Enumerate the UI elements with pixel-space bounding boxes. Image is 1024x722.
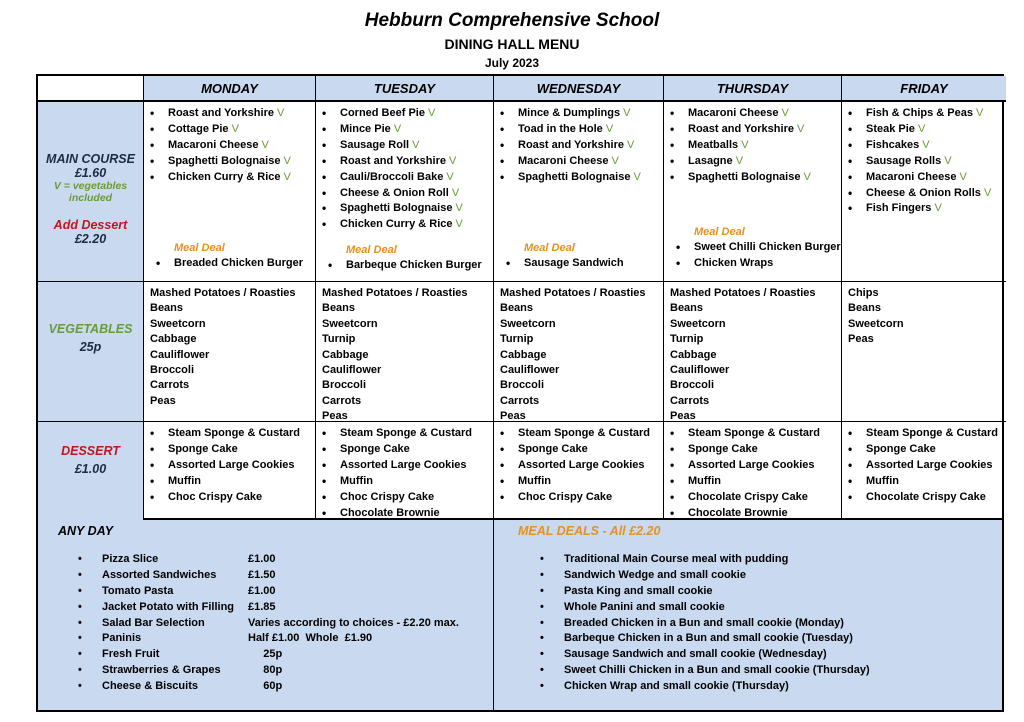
main-friday [842, 102, 1006, 282]
dessert-list [664, 422, 841, 521]
main-wednesday [494, 102, 664, 282]
veg-wednesday [494, 282, 664, 422]
veg-marker: V [428, 107, 436, 119]
dessert-item: • Steam Sponge & Custard [670, 426, 841, 442]
dish-name: Roast and Yorkshire [168, 107, 274, 119]
dessert-label: DESSERT [61, 444, 120, 458]
meal-deal-item: • Chicken Wraps [676, 256, 841, 272]
any-day-item [78, 663, 459, 679]
day-header-thursday: THURSDAY [664, 76, 842, 102]
dessert-tuesday [316, 422, 494, 522]
veg-marker: V [741, 138, 749, 151]
category-dessert [38, 422, 144, 522]
dish-name: Macaroni Cheese [866, 170, 957, 183]
dessert-friday [842, 422, 1006, 522]
veg-marker: V [283, 170, 291, 183]
dish-name: Cottage Pie [168, 122, 229, 135]
dessert-price: £1.00 [74, 462, 107, 476]
vegetable-item: Mashed Potatoes / Roasties [150, 287, 296, 299]
main-course-list [494, 102, 663, 186]
vegetable-item: Cauliflower [670, 364, 730, 377]
main-course-item [670, 106, 841, 122]
dessert-item: • Muffin [848, 474, 1006, 490]
vegetable-item: Sweetcorn [848, 317, 904, 330]
veg-marker: V [449, 154, 457, 167]
veg-tuesday [316, 282, 494, 422]
dessert-list [316, 422, 493, 521]
dessert-item: • Assorted Large Cookies [150, 458, 315, 474]
veg-marker: V [393, 122, 402, 135]
day-header-wednesday: WEDNESDAY [494, 76, 664, 102]
vegetable-item: Peas [670, 410, 696, 422]
dessert-list [144, 422, 315, 506]
main-course-item [322, 106, 493, 122]
any-day-item-name: Pizza Slice [102, 553, 159, 565]
veg-marker: V [797, 122, 805, 135]
dessert-monday [144, 422, 316, 522]
meal-deal-item: • Barbeque Chicken Burger [328, 258, 482, 274]
main-course-item [322, 138, 493, 154]
add-dessert-price: £2.20 [74, 232, 107, 246]
dessert-item: • Choc Crispy Cake [322, 490, 493, 506]
any-day-item-price: £1.00 [248, 584, 276, 597]
meal-deal-label: Meal Deal [174, 242, 225, 254]
dessert-item: • Sponge Cake [322, 442, 493, 458]
dish-name: Sausage Rolls [866, 154, 942, 167]
dish-name: Fish Fingers [866, 202, 932, 215]
dessert-item: • Muffin [500, 474, 663, 490]
vegetable-item: Broccoli [150, 364, 195, 377]
vegetable-item: Broccoli [322, 379, 367, 392]
dish-name: Corned Beef Pie [340, 107, 425, 119]
vegetable-item: Beans [670, 302, 704, 315]
vegetable-item: Beans [848, 302, 882, 315]
vegetable-item: Mashed Potatoes / Roasties [500, 287, 646, 299]
dish-name: Roast and Yorkshire [688, 122, 794, 135]
veg-marker: V [455, 218, 463, 231]
dessert-item: • Chocolate Brownie [670, 506, 841, 522]
vegetable-item: Sweetcorn [150, 317, 206, 330]
dessert-item: • Chocolate Crispy Cake [670, 490, 841, 506]
dish-name: Mince Pie [340, 122, 391, 135]
vegetables-price: 25p [79, 340, 102, 354]
vegetable-item: Cabbage [670, 348, 717, 361]
veg-marker: V [283, 154, 291, 167]
main-course-item [848, 106, 1006, 122]
category-main-course [38, 102, 144, 282]
main-course-item [500, 154, 663, 170]
vegetable-item: Cauliflower [322, 364, 382, 377]
vegetable-item: Carrots [670, 394, 710, 407]
vegetable-item: Turnip [670, 333, 704, 346]
veg-marker: V [976, 107, 984, 119]
any-day-item-name: Salad Bar Selection [102, 616, 205, 629]
veg-marker: V [261, 138, 269, 151]
dish-name: Cheese & Onion Rolls [866, 186, 981, 199]
veg-marker: V [412, 138, 420, 151]
main-course-item [670, 154, 841, 170]
main-course-item [150, 170, 315, 186]
vegetable-item: Cabbage [500, 348, 547, 361]
veg-marker: V [455, 202, 463, 215]
dish-name: Cauli/Broccoli Bake [340, 170, 444, 183]
dish-name: Spaghetti Bolognaise [518, 170, 631, 183]
menu-table [36, 74, 1004, 520]
vegetable-item: Broccoli [500, 379, 545, 392]
vegetable-item: Mashed Potatoes / Roasties [670, 287, 816, 299]
veg-marker: V [917, 122, 926, 135]
any-day-item-price: 80p [248, 664, 283, 677]
meal-deal-offer: • Sausage Sandwich and small cookie (Wednesday) [540, 647, 870, 663]
any-day-item [78, 600, 459, 616]
veg-marker: V [934, 202, 942, 215]
dessert-item: • Sponge Cake [150, 442, 315, 458]
main-course-item [500, 122, 663, 138]
veg-marker: V [611, 154, 619, 167]
dessert-item: • Assorted Large Cookies [670, 458, 841, 474]
meal-deal-list [322, 254, 482, 274]
main-course-item [322, 170, 493, 186]
vegetable-item: Beans [500, 302, 534, 315]
vegetable-item: Broccoli [670, 379, 715, 392]
menu-title: DINING HALL MENU [444, 36, 580, 52]
main-course-item [150, 154, 315, 170]
dish-name: Meatballs [688, 138, 739, 151]
dish-name: Lasagne [688, 154, 733, 167]
vegetable-item: Sweetcorn [670, 317, 726, 330]
veg-marker: V [944, 154, 952, 167]
dish-name: Macaroni Cheese [688, 107, 779, 119]
dessert-wednesday [494, 422, 664, 522]
dish-name: Fish & Chips & Peas [866, 107, 973, 119]
any-day-item [78, 616, 459, 632]
main-course-item [500, 138, 663, 154]
meal-deal-label: Meal Deal [346, 244, 397, 256]
veg-marker: V [803, 170, 811, 183]
meal-deal-offer: • Barbeque Chicken in a Bun and small cookie (Tuesday) [540, 631, 870, 647]
vegetable-item: Peas [500, 410, 526, 422]
main-course-item [500, 106, 663, 122]
main-course-price: £1.60 [74, 166, 107, 180]
dessert-item: • Sponge Cake [670, 442, 841, 458]
any-day-item [78, 631, 459, 647]
vegetable-item: Peas [150, 394, 176, 407]
any-day-item-name: Jacket Potato with Filling [102, 600, 235, 613]
dessert-item: • Sponge Cake [500, 442, 663, 458]
main-course-item [670, 170, 841, 186]
any-day-item-name: Fresh Fruit [102, 648, 160, 661]
vegetable-item: Turnip [322, 333, 356, 346]
meal-deal-offer: • Chicken Wrap and small cookie (Thursday) [540, 679, 870, 695]
vegetable-item: Sweetcorn [500, 317, 556, 330]
main-course-list [316, 102, 493, 233]
any-day-item [78, 679, 459, 695]
dessert-item: • Sponge Cake [848, 442, 1006, 458]
meal-deal-label: Meal Deal [524, 242, 575, 254]
dessert-item: • Choc Crispy Cake [500, 490, 663, 506]
dessert-item: • Steam Sponge & Custard [848, 426, 1006, 442]
vegetable-item: Turnip [500, 333, 534, 346]
vegetable-item: Peas [848, 333, 874, 346]
any-day-item-price: Varies according to choices - £2.20 max. [248, 616, 459, 629]
veg-thursday [664, 282, 842, 422]
vegetable-item: Cabbage [150, 333, 197, 346]
vegetables-list [144, 282, 315, 409]
any-day-item-name: Tomato Pasta [102, 584, 174, 597]
dessert-list [842, 422, 1006, 506]
veg-friday [842, 282, 1006, 422]
dessert-thursday [664, 422, 842, 522]
dessert-item: • Assorted Large Cookies [848, 458, 1006, 474]
vegetable-item: Chips [848, 287, 879, 299]
main-course-item [150, 138, 315, 154]
dessert-item: • Steam Sponge & Custard [322, 426, 493, 442]
veg-marker: V [633, 170, 641, 183]
main-course-item [848, 201, 1006, 217]
veg-marker: V [451, 186, 460, 199]
main-thursday [664, 102, 842, 282]
any-day-item-price: £1.50 [248, 568, 276, 581]
main-monday [144, 102, 316, 282]
any-day-item [78, 568, 459, 584]
main-course-item [500, 170, 663, 186]
main-course-list [842, 102, 1006, 217]
main-course-item [322, 186, 493, 202]
any-day-item [78, 647, 459, 663]
vegetable-item: Cauliflower [150, 348, 210, 361]
vegetables-list [494, 282, 663, 422]
dessert-item: • Muffin [150, 474, 315, 490]
veg-marker: V [231, 122, 239, 135]
veg-marker: V [277, 107, 285, 119]
meal-deals-title: MEAL DEALS - All £2.20 [518, 524, 661, 538]
day-header-monday: MONDAY [144, 76, 316, 102]
dessert-item: • Steam Sponge & Custard [500, 426, 663, 442]
veg-marker: V [446, 170, 454, 183]
dessert-item: • Chocolate Brownie [322, 506, 493, 522]
meal-deal-offer: • Sweet Chilli Chicken in a Bun and small cookie (Thursday) [540, 663, 870, 679]
meal-deal-offer: • Breaded Chicken in a Bun and small cookie (Monday) [540, 616, 870, 632]
dessert-item: • Assorted Large Cookies [500, 458, 663, 474]
meal-deals-section [494, 520, 1002, 710]
main-course-list [144, 102, 315, 186]
veg-marker: V [922, 138, 930, 151]
vegetable-item: Peas [322, 410, 348, 422]
any-day-item [78, 584, 459, 600]
day-header-tuesday: TUESDAY [316, 76, 494, 102]
vegetable-item: Cabbage [322, 348, 369, 361]
main-course-item [848, 170, 1006, 186]
dish-name: Steak Pie [866, 122, 915, 135]
vegetables-list [664, 282, 841, 422]
main-course-item [848, 186, 1006, 202]
main-tuesday [316, 102, 494, 282]
veg-marker: V [781, 107, 789, 119]
meal-deal-offer: • Traditional Main Course meal with pudding [540, 552, 870, 568]
vegetables-list [842, 282, 1006, 348]
meal-deal-list [670, 236, 841, 272]
veg-marker: V [627, 138, 635, 151]
dish-name: Toad in the Hole [518, 122, 603, 135]
main-course-item [322, 201, 493, 217]
vegetable-item: Beans [150, 302, 184, 315]
any-day-item-name: Assorted Sandwiches [102, 568, 217, 581]
main-course-item [322, 154, 493, 170]
meal-deals-list [540, 552, 870, 695]
meal-deal-list [150, 252, 303, 272]
veg-monday [144, 282, 316, 422]
meal-deal-item: • Sausage Sandwich [506, 256, 624, 272]
dish-name: Roast and Yorkshire [518, 138, 624, 151]
any-day-item-price: 25p [248, 648, 283, 661]
any-day-item-price: 60p [248, 680, 283, 693]
dish-name: Chicken Curry & Rice [168, 170, 281, 183]
category-vegetables [38, 282, 144, 422]
day-header-friday: FRIDAY [842, 76, 1006, 102]
meal-deal-offer: • Sandwich Wedge and small cookie [540, 568, 870, 584]
school-name: Hebburn Comprehensive School [364, 10, 660, 31]
meal-deal-offer: • Pasta King and small cookie [540, 584, 870, 600]
dish-name: Fishcakes [866, 138, 920, 151]
main-course-item [670, 122, 841, 138]
any-day-item-name: Cheese & Biscuits [102, 680, 198, 693]
main-course-item [150, 106, 315, 122]
add-dessert-label: Add Dessert [53, 218, 128, 232]
vegetables-list [316, 282, 493, 422]
vegetable-item: Sweetcorn [322, 317, 378, 330]
veg-marker: V [735, 154, 744, 167]
dish-name: Spaghetti Bolognaise [688, 170, 801, 183]
meal-deal-item: • Sweet Chilli Chicken Burger [676, 240, 841, 256]
dish-name: Cheese & Onion Roll [340, 186, 449, 199]
dessert-list [494, 422, 663, 506]
dessert-item: • Choc Crispy Cake [150, 490, 315, 506]
veg-note-2: included [68, 192, 113, 204]
dish-name: Macaroni Cheese [168, 138, 259, 151]
main-course-item [848, 138, 1006, 154]
main-course-item [848, 122, 1006, 138]
veg-marker: V [605, 122, 614, 135]
any-day-item-name: Strawberries & Grapes [102, 664, 221, 677]
any-day-item-name: Paninis [102, 632, 142, 645]
dish-name: Spaghetti Bolognaise [340, 202, 453, 215]
meal-deal-offer: • Whole Panini and small cookie [540, 600, 870, 616]
any-day-item [78, 552, 459, 568]
dessert-item: • Steam Sponge & Custard [150, 426, 315, 442]
main-course-item [670, 138, 841, 154]
main-course-label: MAIN COURSE [46, 152, 135, 166]
vegetable-item: Mashed Potatoes / Roasties [322, 287, 468, 299]
veg-marker: V [983, 186, 992, 199]
any-day-item-price: Half £1.00 Whole £1.90 [248, 632, 373, 645]
menu-date: July 2023 [484, 56, 540, 70]
main-course-item [150, 122, 315, 138]
extras-panel [36, 520, 1004, 712]
dish-name: Roast and Yorkshire [340, 154, 446, 167]
vegetable-item: Cauliflower [500, 364, 560, 377]
vegetable-item: Carrots [500, 394, 540, 407]
vegetable-item: Beans [322, 302, 356, 315]
meal-deal-item: • Breaded Chicken Burger [156, 256, 303, 272]
dessert-item: • Muffin [322, 474, 493, 490]
main-course-list [664, 102, 841, 186]
any-day-title: ANY DAY [58, 524, 114, 538]
table-corner [38, 76, 144, 102]
dish-name: Chicken Curry & Rice [340, 218, 453, 231]
veg-marker: V [623, 107, 631, 119]
vegetables-label: VEGETABLES [48, 322, 133, 336]
dish-name: Macaroni Cheese [518, 154, 609, 167]
meal-deal-list [500, 252, 624, 272]
main-course-item [322, 122, 493, 138]
main-course-item [848, 154, 1006, 170]
any-day-item-price: £1.00 [248, 553, 276, 565]
meal-deal-label: Meal Deal [694, 226, 745, 238]
any-day-item-price: £1.85 [248, 600, 276, 613]
main-course-item [322, 217, 493, 233]
vegetable-item: Carrots [322, 394, 362, 407]
veg-marker: V [959, 170, 967, 183]
dessert-item: • Muffin [670, 474, 841, 490]
any-day-section [38, 520, 494, 710]
dessert-item: • Chocolate Crispy Cake [848, 490, 1006, 506]
dessert-item: • Assorted Large Cookies [322, 458, 493, 474]
any-day-list [78, 552, 459, 695]
dish-name: Mince & Dumplings [518, 107, 621, 119]
dish-name: Sausage Roll [340, 138, 410, 151]
veg-note-1: V = vegetables [53, 180, 128, 192]
vegetable-item: Carrots [150, 379, 190, 392]
dish-name: Spaghetti Bolognaise [168, 154, 281, 167]
